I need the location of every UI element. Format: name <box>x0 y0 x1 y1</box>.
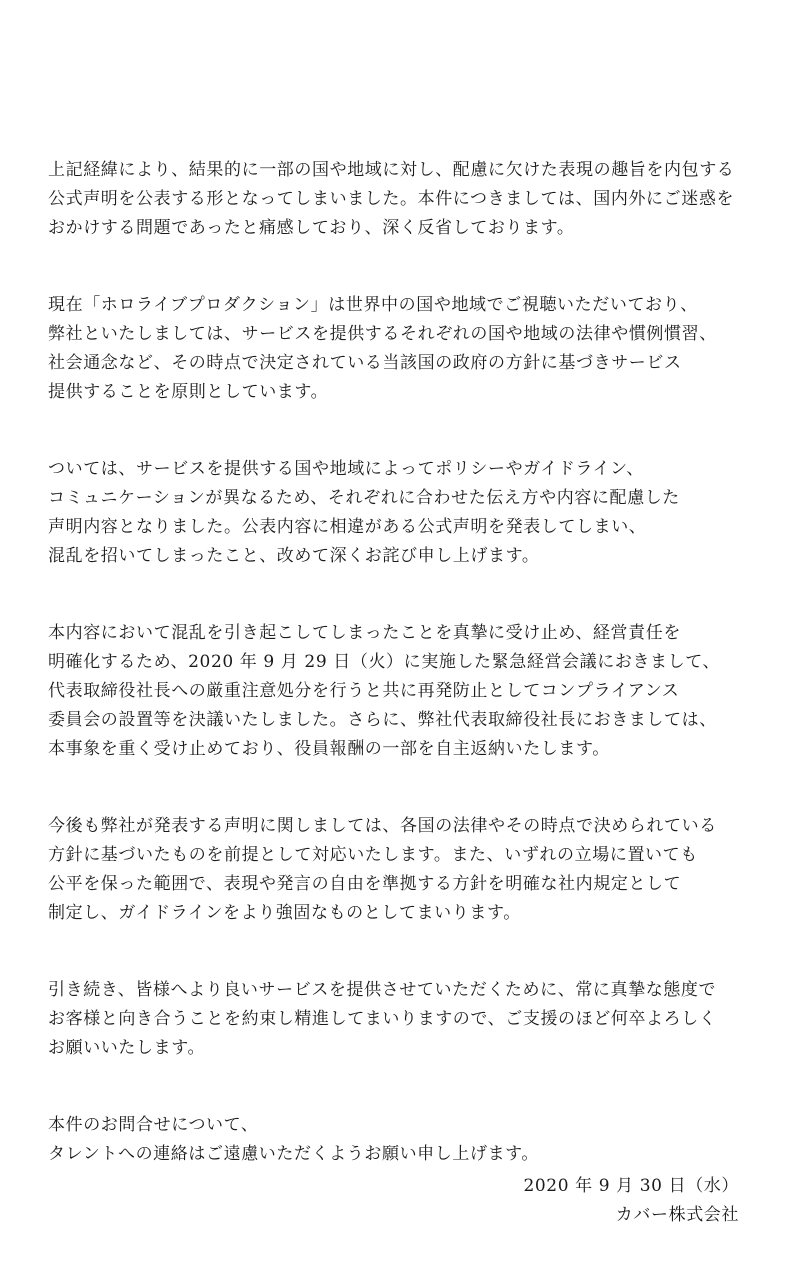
text-line: おかけする問題であったと痛感しており、深く反省しております。 <box>48 218 575 238</box>
text-line: 声明内容となりました。公表内容に相違がある公式声明を発表してしまい、 <box>48 517 647 537</box>
text-line: タレントへの連絡はご遠慮いただくようお願い申し上げます。 <box>48 1144 540 1164</box>
paragraph-4 <box>48 619 768 764</box>
paragraph-7 <box>48 1111 768 1169</box>
paragraph-2 <box>48 291 768 407</box>
text-line: 現在「ホロライブプロダクション」は世界中の国や地域でご視聴いただいており、 <box>48 295 698 315</box>
text-line: コミュニケーションが異なるため、それぞれに合わせた伝え方や内容に配慮した <box>48 488 680 508</box>
text-line: 方針に基づいたものを前提として対応いたします。また、いずれの立場に置いても <box>48 845 698 865</box>
paragraph-5 <box>48 812 768 928</box>
paragraph-1 <box>48 156 768 243</box>
statement-body <box>48 156 768 1217</box>
signature-block <box>523 1172 739 1230</box>
text-line: 公式声明を公表する形となってしまいました。本件につきましては、国内外にご迷惑を <box>48 189 735 209</box>
text-line: 社会通念など、その時点で決定されている当該国の政府の方針に基づきサービス <box>48 353 682 373</box>
text-line: 制定し、ガイドラインをより強固なものとしてまいります。 <box>48 903 521 923</box>
paragraph-3 <box>48 455 768 571</box>
company-name: カバー株式会社 <box>615 1205 739 1225</box>
text-line: 引き続き、皆様へより良いサービスを提供させていただくために、常に真摯な態度で <box>48 980 717 1000</box>
text-line: 公平を保った範囲で、表現や発言の自由を準拠する方針を明確な社内規定として <box>48 874 682 894</box>
text-line: ついては、サービスを提供する国や地域によってポリシーやガイドライン、 <box>48 459 645 479</box>
text-line: 上記経緯により、結果的に一部の国や地域に対し、配慮に欠けた表現の趣旨を内包する <box>48 160 735 180</box>
text-line: 本事象を重く受け止めており、役員報酬の一部を自主返納いたします。 <box>48 739 610 759</box>
paragraph-6 <box>48 976 768 1063</box>
text-line: 明確化するため、2020 年 9 月 29 日（火）に実施した緊急経営会議におきまして、 <box>48 652 721 672</box>
text-line: 今後も弊社が発表する声明に関しましては、各国の法律やその時点で決められている <box>48 816 717 836</box>
text-line: 提供することを原則としています。 <box>48 382 329 402</box>
text-line: 本内容において混乱を引き起こしてしまったことを真摯に受け止め、経営責任を <box>48 623 681 643</box>
text-line: お願いいたします。 <box>48 1038 206 1058</box>
text-line: 弊社といたしましては、サービスを提供するそれぞれの国や地域の法律や慣例慣習、 <box>48 324 717 344</box>
text-line: 混乱を招いてしまったこと、改めて深くお詫び申し上げます。 <box>48 546 540 566</box>
text-line: 本件のお問合せについて、 <box>48 1115 259 1135</box>
statement-date: 2020 年 9 月 30 日（水） <box>523 1176 739 1196</box>
text-line: 代表取締役社長への厳重注意処分を行うと共に再発防止としてコンプライアンス <box>48 681 680 701</box>
text-line: お客様と向き合うことを約束し精進してまいりますので、ご支援のほど何卒よろしく <box>48 1009 717 1029</box>
text-line: 委員会の設置等を決議いたしました。さらに、弊社代表取締役社長におきましては、 <box>48 710 717 730</box>
